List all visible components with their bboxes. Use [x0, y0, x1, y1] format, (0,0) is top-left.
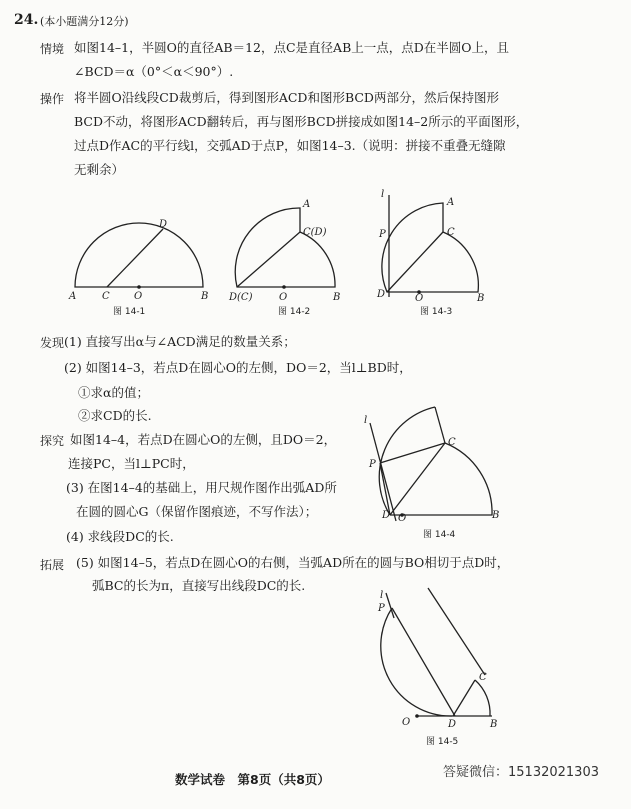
- fig5-label-c: C: [479, 672, 487, 683]
- fig5-caption: 图 14-5: [426, 737, 459, 747]
- operation-line-1: 将半圆O沿线段CD裁剪后，得到图形ACD和图形BCD两部分，然后保持图形: [74, 90, 499, 105]
- explore-q3a: (3) 在图14–4的基础上，用尺规作图作出弧AD所: [66, 480, 337, 495]
- discover-q2: (2) 如图14–3，若点D在圆心O的左侧，DO＝2，当l⊥BD时，: [64, 360, 412, 375]
- fig3-label-d: D: [377, 289, 386, 300]
- fig3-caption: 图 14-3: [420, 307, 453, 317]
- fig5-label-p: P: [378, 603, 385, 614]
- explore-q4: (4) 求线段DC的长.: [66, 529, 174, 544]
- fig4-label-l: l: [364, 415, 368, 426]
- fig5-label-d: D: [448, 719, 457, 730]
- fig1-label-a: A: [69, 291, 77, 302]
- extend-q5b: 弧BC的长为π，直接写出线段DC的长.: [92, 578, 306, 593]
- operation-tag: 操作: [40, 92, 65, 106]
- fig2-label-b: B: [333, 292, 341, 303]
- explore-tag: 探究: [40, 434, 65, 448]
- fig2-label-dc: D(C): [229, 292, 253, 303]
- fig3-label-b: B: [477, 293, 485, 304]
- operation-line-2: BCD不动，将图形ACD翻转后，再与图形BCD拼接成如图14–2所示的平面图形，: [74, 114, 529, 129]
- fig2-label-cd: C(D): [303, 227, 327, 238]
- fig4-label-c: C: [448, 437, 456, 448]
- situation-line-2: ∠BCD＝α（0°＜α＜90°）.: [74, 64, 234, 79]
- explore-q3b: 在圆的圆心G（保留作图痕迹，不写作法）；: [76, 504, 318, 519]
- fig4-label-b: B: [492, 510, 500, 521]
- fig1-caption: 图 14-1: [113, 307, 146, 317]
- fig4-caption: 图 14-4: [423, 530, 456, 540]
- discover-tag: 发现: [40, 336, 65, 350]
- explore-line-2: 连接PC，当l⊥PC时，: [68, 456, 195, 471]
- extend-q5a: (5) 如图14–5，若点D在圆心O的右侧，当弧AD所在的圆与BO相切于点D时，: [76, 555, 510, 570]
- figure-14-4: [360, 395, 510, 525]
- figure-14-3: [375, 185, 495, 305]
- fig2-label-a: A: [303, 199, 311, 210]
- score-note: (本小题满分12分): [40, 15, 129, 28]
- explore-line-1: 如图14–4，若点D在圆心O的左侧，且DO＝2，: [70, 432, 337, 447]
- fig4-label-p: P: [369, 459, 376, 470]
- operation-line-3: 过点D作AC的平行线l，交弧AD于点P，如图14–3.（说明：拼接不重叠无缝隙: [74, 138, 506, 153]
- fig5-label-o: O: [402, 717, 411, 728]
- figure-14-2: [225, 195, 365, 315]
- fig1-label-b: B: [201, 291, 209, 302]
- fig3-label-o: O: [415, 293, 424, 304]
- figure-14-1: [60, 215, 210, 315]
- situation-line-1: 如图14–1，半圆O的直径AB＝12，点C是直径AB上一点，点D在半圆O上，且: [74, 40, 510, 55]
- fig3-label-l: l: [381, 189, 385, 200]
- contact-info: 答疑微信：15132021303: [443, 765, 599, 780]
- page-footer: 数学试卷 第8页（共8页）: [175, 772, 330, 787]
- fig1-label-d: D: [159, 219, 168, 230]
- extend-tag: 拓展: [40, 558, 65, 572]
- fig1-label-o: O: [134, 291, 143, 302]
- fig5-label-b: B: [490, 719, 498, 730]
- fig4-label-d: D: [382, 510, 391, 521]
- figure-14-5: [370, 583, 510, 728]
- discover-q2b: ②求CD的长.: [78, 408, 152, 423]
- fig1-label-c: C: [102, 291, 110, 302]
- fig2-caption: 图 14-2: [278, 307, 311, 317]
- operation-line-4: 无剩余）: [74, 162, 125, 177]
- problem-number: 24.: [14, 12, 39, 28]
- fig3-label-p: P: [379, 229, 386, 240]
- fig2-label-o: O: [279, 292, 288, 303]
- fig4-label-o: O: [398, 513, 407, 524]
- fig5-label-l: l: [380, 590, 384, 601]
- discover-q1: (1) 直接写出α与∠ACD满足的数量关系；: [64, 334, 296, 349]
- fig3-label-c: C: [447, 227, 455, 238]
- situation-tag: 情境: [40, 42, 65, 56]
- fig3-label-a: A: [447, 197, 455, 208]
- discover-q2a: ①求α的值；: [78, 385, 149, 400]
